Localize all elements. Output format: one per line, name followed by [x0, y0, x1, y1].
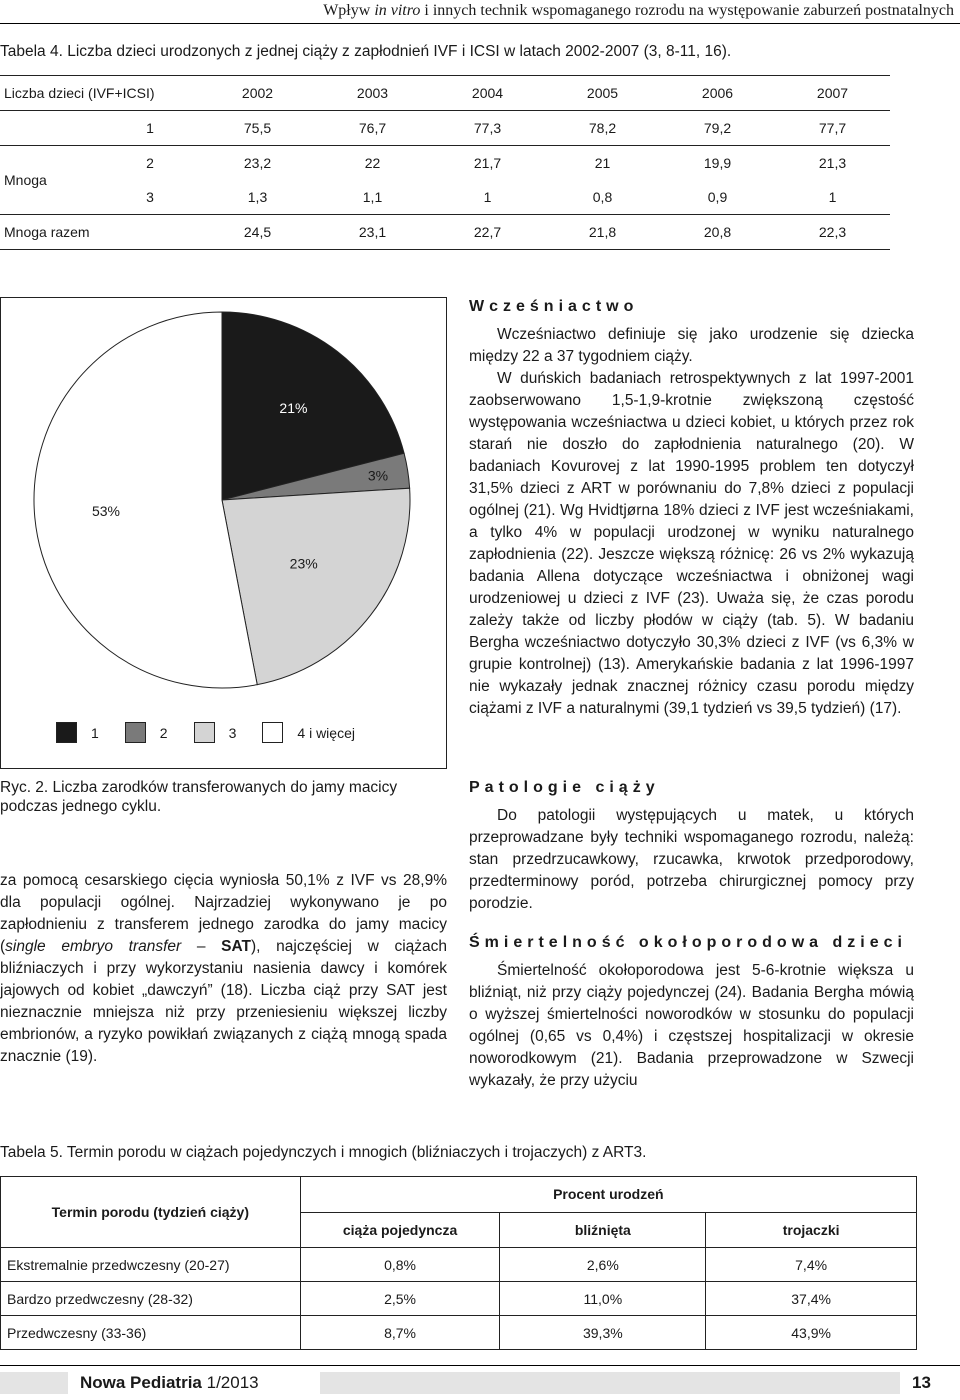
text-run: – — [181, 938, 222, 955]
table-cell: 23,1 — [315, 215, 430, 250]
table-cell: 77,7 — [775, 111, 890, 146]
text-run: za pomocą cesarskiego cięcia wyniosła 50,1% z IVF vs 28,9% dla populacji ogólnej. Najrzadziej wykonywano je po zapłodnieniu z transferem jednego zarodka do jamy macicy ( — [0, 872, 447, 955]
table-cell: 75,5 — [200, 111, 315, 146]
left-paragraph — [0, 870, 447, 1068]
table-cell: 20,8 — [660, 215, 775, 250]
year-cell: 2005 — [545, 76, 660, 111]
mnoga-label: Mnoga — [0, 146, 100, 215]
row-label: Bardzo przedwczesny (28-32) — [1, 1282, 301, 1316]
row-label: 3 — [100, 180, 200, 215]
table5-subheader: bliźnięta — [500, 1212, 706, 1248]
page-number: 13 — [912, 1373, 931, 1392]
legend-item — [194, 722, 237, 743]
legend-swatch — [262, 722, 283, 743]
row-label: Przedwczesny (33-36) — [1, 1316, 301, 1350]
header-text-pre: Wpływ — [323, 2, 375, 19]
table-cell: 21 — [594, 155, 611, 171]
legend-label: 3 — [228, 724, 237, 741]
table-cell: 43,9% — [706, 1316, 917, 1350]
table5-header-row — [1, 1177, 917, 1213]
table-cell: 1,3 — [200, 180, 315, 215]
year-cell: 2007 — [775, 76, 890, 111]
table-cell: 39,3% — [500, 1316, 706, 1350]
table-cell: 2,6% — [500, 1248, 706, 1282]
section-patologie — [469, 777, 914, 915]
table-cell: 23,2 — [243, 155, 272, 171]
table-cell: 76,7 — [315, 111, 430, 146]
table-cell: 77,3 — [430, 111, 545, 146]
legend-item — [56, 722, 99, 743]
legend-swatch — [56, 722, 77, 743]
year-cell: 2004 — [430, 76, 545, 111]
pie-slice-label: 53% — [91, 502, 120, 519]
header-text-post: i innych technik wspomaganego rozrodu na występowanie zaburzeń postnatalnych — [420, 2, 954, 19]
row-label: 1 — [100, 111, 200, 146]
table4-caption: Tabela 4. Liczba dzieci urodzonych z jednej ciąży z zapłodnień IVF i ICSI w latach 2002-2007 (3, 8-11, 16). — [0, 43, 732, 60]
table-cell: 1 — [430, 180, 545, 215]
legend-item — [262, 722, 355, 743]
paragraph: Wcześniactwo definiuje się jako urodzenie się dziecka między 22 a 37 tygodniem ciąży. — [469, 326, 914, 365]
section-wczesniactwo — [469, 296, 914, 720]
left-column-text — [0, 870, 447, 1068]
pie-slice-label: 3% — [367, 467, 389, 484]
legend-swatch — [125, 722, 146, 743]
pie-slice-label: 21% — [279, 399, 308, 416]
footer-bar-right — [320, 1372, 900, 1394]
table4-corner: Liczba dzieci (IVF+ICSI) — [0, 76, 200, 111]
text-run-italic: single embryo transfer — [5, 938, 182, 955]
table5-col-header: Termin porodu (tydzień ciąży) — [1, 1177, 301, 1248]
table-cell: 79,2 — [660, 111, 775, 146]
table-cell: 24,5 — [200, 215, 315, 250]
pie-chart-svg — [0, 0, 447, 720]
table-cell: 21,7 — [473, 155, 502, 171]
table-cell: 21,3 — [818, 155, 847, 171]
table5-group-header: Procent urodzeń — [300, 1177, 916, 1213]
table-cell: 78,2 — [545, 111, 660, 146]
table-cell: 22,3 — [775, 215, 890, 250]
table-cell: 19,9 — [703, 155, 732, 171]
table-cell: 0,9 — [660, 180, 775, 215]
journal-issue: 1/2013 — [206, 1373, 259, 1392]
table-cell: 21,8 — [545, 215, 660, 250]
table-row — [1, 1316, 917, 1350]
table-cell: 11,0% — [500, 1282, 706, 1316]
journal-title — [80, 1373, 259, 1393]
legend-swatch — [194, 722, 215, 743]
table5-subheader: ciąża pojedyncza — [300, 1212, 500, 1248]
table-cell: 8,7% — [300, 1316, 500, 1350]
table-cell: 22 — [364, 155, 381, 171]
table-cell: 1,1 — [315, 180, 430, 215]
legend-label: 2 — [159, 724, 168, 741]
table-cell: 7,4% — [706, 1248, 917, 1282]
table5-caption: Tabela 5. Termin porodu w ciążach pojedynczych i mnogich (bliźniaczych i trojaczych) z ART3. — [0, 1144, 647, 1161]
paragraph: Śmiertelność okołoporodowa jest 5-6-krotnie większa u bliźniąt, niż przy ciąży pojedynczej (24). Badania Bergha mówią o wyższej śmiertelności noworodków w stosunku do populacji ogólnej (0,65 vs 0,4%) i częstszej hospitalizacji w okresie noworodkowym (21). Badania przeprowadzone w Szwecji wykazały, że przy użyciu — [469, 962, 914, 1089]
header-text-italic: in vitro — [374, 2, 421, 19]
section-smiertelnosc — [469, 932, 914, 1092]
figure-caption: Ryc. 2. Liczba zarodków transferowanych do jamy macicy podczas jednego cyklu. — [0, 779, 398, 815]
text-run-bold: SAT — [221, 938, 252, 955]
table-row — [1, 1282, 917, 1316]
year-cell: 2003 — [315, 76, 430, 111]
year-cell: 2006 — [660, 76, 775, 111]
legend-label: 1 — [91, 724, 99, 741]
legend-label: 4 i więcej — [297, 724, 355, 741]
footer-bar-left — [0, 1372, 68, 1394]
pie-legend — [56, 722, 381, 743]
pie-slice-label: 23% — [289, 555, 318, 572]
footer-rule — [0, 1365, 960, 1366]
paragraph: W duńskich badaniach retrospektywnych z lat 1997-2001 zaobserwowano 1,5-1,9-krotnie zwiększoną częstość występowania wcześniactwa u dzieci kobiet, u których przez rok starań nie doszło do zapłodnienia naturalnego (20). W badaniach Kovurovej z lat 1990-1995 problem ten dotyczył 31,5% dzieci z ART w porównaniu do 7,8% dzieci z populacji ogólnej (21). Wg Hvidtjørna 18% dzieci z IVF jest wcześniakami, a tylko 4% w populacji urodzonej w wyniku naturalnego zapłodnienia (22). Jeszcze większą różnicę: 26 vs 2% wykazują badania Allena dotyczące wcześniactwa i obniżonej wagi urodzeniowej u dzieci z IVF (23). Uważa się, że czas porodu zależy także od liczby płodów w ciąży (tab. 5). W badaniu Bergha wcześniactwo dotyczyło 30,3% dzieci z IVF (vs 6,3% w grupie kontrolnej) (13). Amerykańskie badania z lat 1996-1997 nie wykazały jednak znacznej różnicy czasu porodu między ciążami z IVF a naturalnymi (39,1 tydzień vs 39,5 tydzień) (17). — [469, 370, 914, 717]
row-label: 2 — [146, 155, 154, 171]
journal-name: Nowa Pediatria — [80, 1373, 202, 1392]
table-cell: 0,8 — [545, 180, 660, 215]
row-label: Mnoga razem — [0, 215, 200, 250]
table-cell: 0,8% — [300, 1248, 500, 1282]
table5 — [0, 1176, 917, 1350]
table-cell: 2,5% — [300, 1282, 500, 1316]
table5-subheader: trojaczki — [706, 1212, 917, 1248]
legend-item — [125, 722, 168, 743]
section-title: Wcześniactwo — [469, 298, 639, 315]
section-title: Patologie ciąży — [469, 779, 660, 796]
year-cell: 2002 — [200, 76, 315, 111]
paragraph: Do patologii występujących u matek, u których przeprowadzane były techniki wspomaganego rozrodu, należą: stan przedrzucawkowy, rzucawka, krwotok przedporodowy, przedterminowy poród, potrzeba chirurgicznej pomocy przy porodzie. — [469, 807, 914, 912]
row-label: Ekstremalnie przedwczesny (20-27) — [1, 1248, 301, 1282]
table-row — [1, 1248, 917, 1282]
table-cell: 22,7 — [430, 215, 545, 250]
section-title: Śmiertelność okołoporodowa dzieci — [469, 934, 907, 951]
text-run: ), najczęściej w ciążach bliźniaczych i przy wykorzystaniu nasienia dawcy i komórek jajowych od kobiet „dawczyń” (18). Liczba ciąż przy SAT jest nieznacznie mniejsza niż przy przeniesieniu większej liczby embrionów, a ryzyko powikłań związanych z ciążą mnogą spada znacznie (19). — [0, 938, 448, 1065]
table-cell: 1 — [775, 180, 890, 215]
table-cell: 37,4% — [706, 1282, 917, 1316]
